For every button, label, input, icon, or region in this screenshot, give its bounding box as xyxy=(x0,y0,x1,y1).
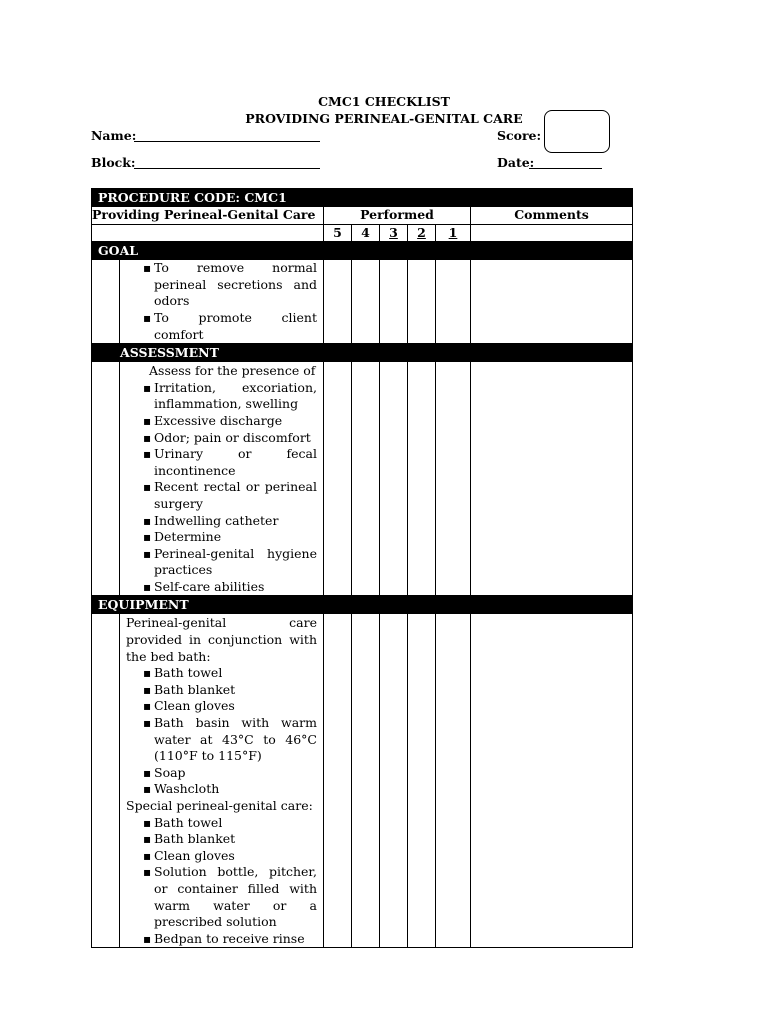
goal-heading: GOAL xyxy=(92,242,633,260)
performed-header: Performed xyxy=(324,207,471,225)
list-item: ▪ Clean gloves xyxy=(154,848,317,865)
score-cell[interactable] xyxy=(380,362,408,596)
goal-content xyxy=(120,260,324,344)
procedure-code-row xyxy=(92,189,633,207)
list-item: ▪ Irritation, excoriation, inflammation, swelling xyxy=(154,380,317,413)
date-line[interactable] xyxy=(529,168,602,169)
list-item: ▪ Clean gloves xyxy=(154,698,317,715)
list-item: ▪ Bath basin with warm water at 43°C to 46°C (110°F to 115°F) xyxy=(154,715,317,765)
list-item: ▪ Bath towel xyxy=(154,665,317,682)
comments-cell[interactable] xyxy=(471,614,633,948)
step-number-cell xyxy=(92,614,120,948)
checklist-table xyxy=(91,188,633,948)
list-item: ▪ Solution bottle, pitcher, or container filled with warm water or a prescribed solution xyxy=(154,864,317,930)
assessment-content-row xyxy=(92,362,633,596)
assessment-lead: Assess for the presence of xyxy=(149,363,316,379)
goal-content-row xyxy=(92,260,633,344)
score-2: 2 xyxy=(408,224,436,242)
equipment-intro: Perineal-genital care provided in conjunction with the bed bath: xyxy=(126,615,317,664)
procedure-title: PROVIDING PERINEAL-GENITAL CARE xyxy=(245,111,523,126)
block-line[interactable] xyxy=(134,168,320,169)
name-line[interactable] xyxy=(134,141,320,142)
date-label: Date: xyxy=(497,155,535,170)
list-item: ▪ To remove normal perineal secretions and odors xyxy=(154,260,317,310)
list-item: ▪ Perineal-genital hygiene practices xyxy=(154,546,317,579)
column-header-row xyxy=(92,207,633,225)
goal-section-row xyxy=(92,242,633,260)
score-3: 3 xyxy=(380,224,408,242)
score-cell[interactable] xyxy=(352,362,380,596)
equipment-section-row xyxy=(92,596,633,614)
score-cell[interactable] xyxy=(436,260,471,344)
score-cell[interactable] xyxy=(352,614,380,948)
list-item: ▪ Determine xyxy=(154,529,317,546)
blank-cell xyxy=(92,224,324,242)
score-header-row xyxy=(92,224,633,242)
special-care-label: Special perineal-genital care: xyxy=(126,798,313,813)
comments-header: Comments xyxy=(471,207,633,225)
block-label: Block: xyxy=(91,155,136,170)
assessment-section-row xyxy=(92,344,633,362)
step-number-cell xyxy=(92,260,120,344)
list-item: ▪ Recent rectal or perineal surgery xyxy=(154,479,317,512)
score-cell[interactable] xyxy=(436,614,471,948)
equipment-content-row xyxy=(92,614,633,948)
name-label: Name: xyxy=(91,128,137,143)
score-cell[interactable] xyxy=(408,362,436,596)
step-number-cell xyxy=(92,362,120,596)
score-1: 1 xyxy=(436,224,471,242)
list-item: ▪ Bath blanket xyxy=(154,682,317,699)
score-cell[interactable] xyxy=(380,614,408,948)
score-label: Score: xyxy=(497,128,542,143)
list-item: ▪ Bedpan to receive rinse xyxy=(154,931,317,948)
procedure-name: Providing Perineal-Genital Care xyxy=(92,207,324,225)
score-box[interactable] xyxy=(544,110,610,153)
list-item: ▪ Soap xyxy=(154,765,317,782)
list-item: ▪ Self-care abilities xyxy=(154,579,317,596)
score-cell[interactable] xyxy=(408,614,436,948)
equipment-heading: EQUIPMENT xyxy=(92,596,633,614)
equipment-content xyxy=(120,614,324,948)
list-item: ▪ To promote client comfort xyxy=(154,310,317,343)
list-item: ▪ Excessive discharge xyxy=(154,413,317,430)
list-item: ▪ Washcloth xyxy=(154,781,317,798)
score-cell[interactable] xyxy=(380,260,408,344)
score-cell[interactable] xyxy=(408,260,436,344)
list-item: ▪ Bath blanket xyxy=(154,831,317,848)
score-4: 4 xyxy=(352,224,380,242)
list-item: ▪ Odor; pain or discomfort xyxy=(154,430,317,447)
score-cell[interactable] xyxy=(324,614,352,948)
list-item: ▪ Urinary or fecal incontinence xyxy=(154,446,317,479)
blank-cell xyxy=(471,224,633,242)
score-cell[interactable] xyxy=(324,260,352,344)
score-cell[interactable] xyxy=(324,362,352,596)
comments-cell[interactable] xyxy=(471,260,633,344)
assessment-heading: ASSESSMENT xyxy=(92,344,633,362)
score-5: 5 xyxy=(324,224,352,242)
procedure-code: PROCEDURE CODE: CMC1 xyxy=(92,189,633,207)
checklist-title: CMC1 CHECKLIST xyxy=(318,94,450,109)
comments-cell[interactable] xyxy=(471,362,633,596)
assessment-content xyxy=(120,362,324,596)
score-cell[interactable] xyxy=(436,362,471,596)
list-item: ▪ Indwelling catheter xyxy=(154,513,317,530)
list-item: ▪ Bath towel xyxy=(154,815,317,832)
score-cell[interactable] xyxy=(352,260,380,344)
